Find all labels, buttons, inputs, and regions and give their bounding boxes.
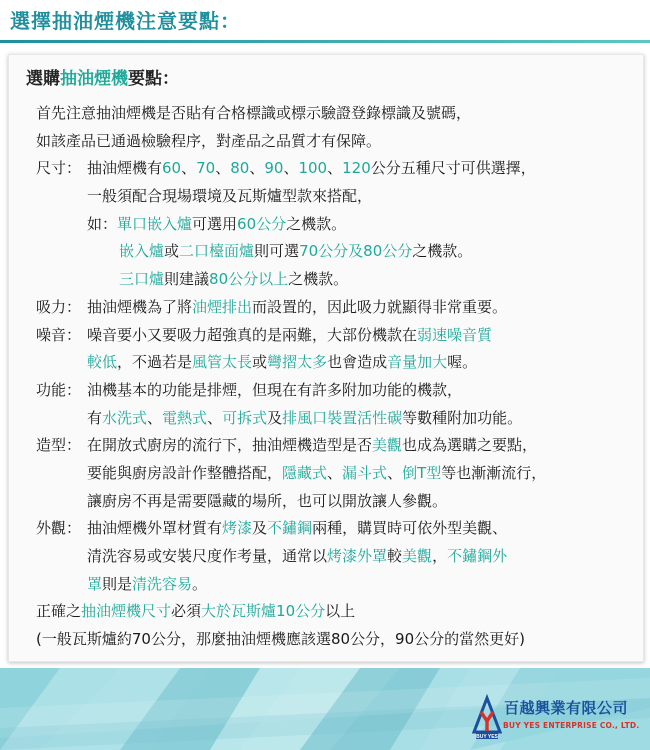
highlight-text: 60	[162, 159, 182, 178]
body-text: 則建議	[164, 270, 210, 289]
company-logo	[472, 694, 642, 742]
body-text: 、	[249, 159, 265, 178]
text-line	[36, 349, 636, 377]
body-text: 、	[207, 408, 223, 427]
body-text: 首先注意抽油煙機是否貼有合格標識或標示驗證登錄標識及號碼，	[36, 104, 472, 122]
text-line	[36, 460, 636, 488]
highlight-text: 排風口裝置活性碳	[282, 408, 403, 427]
text-line	[36, 377, 636, 405]
highlight-text: 80	[230, 159, 250, 178]
body-text: 及	[252, 519, 268, 538]
highlight-text: 電熱式	[162, 408, 208, 427]
text-line	[36, 238, 636, 266]
item-label: 造型：	[36, 436, 82, 455]
body-text: 、	[283, 159, 299, 178]
highlight-text: 80公分以上	[209, 270, 289, 289]
body-text: 之機款。	[286, 214, 347, 233]
body-text: 也會造成	[327, 353, 388, 372]
section-title-text: 選購	[26, 69, 60, 89]
item-label: 尺寸：	[36, 159, 82, 178]
text-line	[36, 211, 636, 239]
text-line	[36, 515, 636, 543]
text-line	[36, 405, 636, 433]
body-text: 之機款。	[288, 270, 349, 289]
body-text: 如：	[87, 214, 118, 233]
text-line	[36, 626, 636, 654]
body-text: 而設置的，因此吸力就顯得非常重要。	[252, 297, 508, 316]
item-label: 功能：	[36, 380, 82, 399]
highlight-text: 不鏽鋼	[267, 519, 313, 538]
body-text: 必須	[171, 602, 202, 621]
highlight-text: 烤漆	[222, 519, 253, 538]
body-text: 、	[181, 159, 197, 178]
company-name: 百越興業有限公司	[504, 699, 629, 717]
body-text: 油機基本的功能是排煙，但現在有許多附加功能的機款，	[87, 380, 463, 399]
body-text: 有	[87, 408, 103, 427]
body-text: 、	[215, 159, 231, 178]
highlight-text: 抽油煙機尺寸	[81, 602, 172, 621]
highlight-text: 70公分及80公分	[299, 242, 413, 261]
page-title: 選擇抽油煙機注意要點：	[10, 9, 241, 33]
highlight-text: 單口嵌入爐	[117, 214, 193, 233]
highlight-text: 三口爐	[119, 270, 165, 289]
body-text: 或	[164, 242, 180, 261]
highlight-text: 大於瓦斯爐10公分	[201, 602, 326, 621]
highlight-text: 美觀	[372, 436, 403, 455]
page-header	[0, 0, 650, 44]
section-title	[26, 64, 179, 89]
highlight-text: 90	[264, 159, 284, 178]
body-text: 、	[147, 408, 163, 427]
highlight-text: 60公分	[237, 214, 287, 233]
text-line	[36, 432, 636, 460]
title-underline	[0, 40, 650, 43]
highlight-text: 二口檯面爐	[179, 242, 255, 261]
text-line	[36, 571, 636, 599]
item-label: 吸力：	[36, 297, 82, 316]
guide-text	[36, 100, 636, 654]
text-line	[36, 266, 636, 294]
body-text: 抽油煙機為了將	[87, 297, 193, 316]
highlight-text: 烤漆外罩	[327, 547, 388, 565]
body-text: 、	[387, 463, 403, 482]
text-line	[36, 488, 636, 516]
highlight-text: 水洗式	[102, 408, 148, 427]
body-text: 較	[387, 547, 403, 565]
body-text: (一般瓦斯爐約70公分，那麼抽油煙機應該選80公分，90公分的當然更好)	[36, 630, 525, 649]
body-text: 在開放式廚房的流行下，抽油煙機造型是否	[87, 436, 373, 455]
highlight-text: 音量加大	[387, 353, 448, 372]
highlight-text: 倒T型	[402, 463, 442, 482]
body-text: 兩種，購買時可依外型美觀、	[312, 519, 508, 538]
highlight-text: 彎摺太多	[267, 353, 328, 372]
body-text: 及	[267, 408, 283, 427]
highlight-text: 清洗容易	[132, 574, 193, 593]
text-line	[36, 598, 636, 626]
body-text: 、	[327, 159, 343, 178]
body-text: ，不過若是	[117, 353, 193, 372]
body-text: 噪音要小又要吸力超強真的是兩難，大部份機款在	[87, 325, 418, 344]
body-text: 如該產品已通過檢驗程序，對產品之品質才有保障。	[36, 131, 382, 150]
text-line	[36, 128, 636, 156]
body-text: 之機款。	[412, 242, 473, 261]
body-text: 公分五種尺寸可供選擇，	[370, 159, 536, 178]
highlight-text: 隱藏式	[282, 463, 328, 482]
text-line	[36, 183, 636, 211]
body-text: 可選用	[192, 214, 238, 233]
body-text: 抽油煙機外罩材質有	[87, 519, 223, 538]
text-line	[36, 322, 636, 350]
body-text: 讓廚房不再是需要隱藏的場所，也可以開放讓人參觀。	[87, 491, 448, 510]
body-text: 正確之	[36, 602, 82, 621]
highlight-text: 不鏽鋼外	[447, 547, 508, 565]
text-line	[36, 100, 636, 128]
body-text: 則是	[102, 574, 133, 593]
item-label: 噪音：	[36, 325, 82, 344]
body-text: 。	[192, 574, 208, 593]
logo-mark-text: BUY YES	[476, 734, 498, 740]
highlight-text: 100	[298, 159, 328, 178]
buy-yes-logo-mark	[472, 694, 502, 740]
highlight-text: 120	[342, 159, 371, 178]
highlight-text: 較低	[87, 353, 118, 372]
highlight-text: 美觀	[402, 547, 433, 565]
body-text: 也成為選購之要點，	[402, 436, 538, 455]
highlight-text: 風管太長	[192, 353, 253, 372]
body-text: 要能與廚房設計作整體搭配，	[87, 463, 283, 482]
highlight-text: 可拆式	[222, 408, 268, 427]
body-text: 一般須配合現場環境及瓦斯爐型款來搭配，	[87, 187, 373, 206]
body-text: 抽油煙機有	[87, 159, 163, 178]
text-line	[36, 543, 636, 571]
body-text: ，	[432, 547, 448, 565]
body-text: 、	[327, 463, 343, 482]
text-line	[36, 294, 636, 322]
highlight-text: 弱速噪音質	[417, 325, 493, 344]
section-title-text: 要點：	[128, 69, 179, 89]
body-text: 等也漸漸流行，	[441, 463, 547, 482]
highlight-text: 油煙排出	[192, 297, 253, 316]
body-text: 清洗容易或安裝尺度作考量，通常以	[87, 547, 328, 565]
section-title-highlight: 抽油煙機	[60, 69, 128, 89]
body-text: 則可選	[254, 242, 300, 261]
highlight-text: 罩	[87, 574, 103, 593]
highlight-text: 嵌入爐	[119, 242, 165, 261]
body-text: 喔。	[447, 353, 478, 372]
item-label: 外觀：	[36, 519, 82, 538]
body-text: 或	[252, 353, 268, 372]
company-name-english: BUY YES ENTERPRISE CO., LTD.	[503, 721, 640, 730]
body-text: 等數種附加功能。	[402, 408, 523, 427]
highlight-text: 漏斗式	[342, 463, 388, 482]
highlight-text: 70	[196, 159, 216, 178]
body-text: 以上	[325, 602, 356, 621]
text-line	[36, 155, 636, 183]
